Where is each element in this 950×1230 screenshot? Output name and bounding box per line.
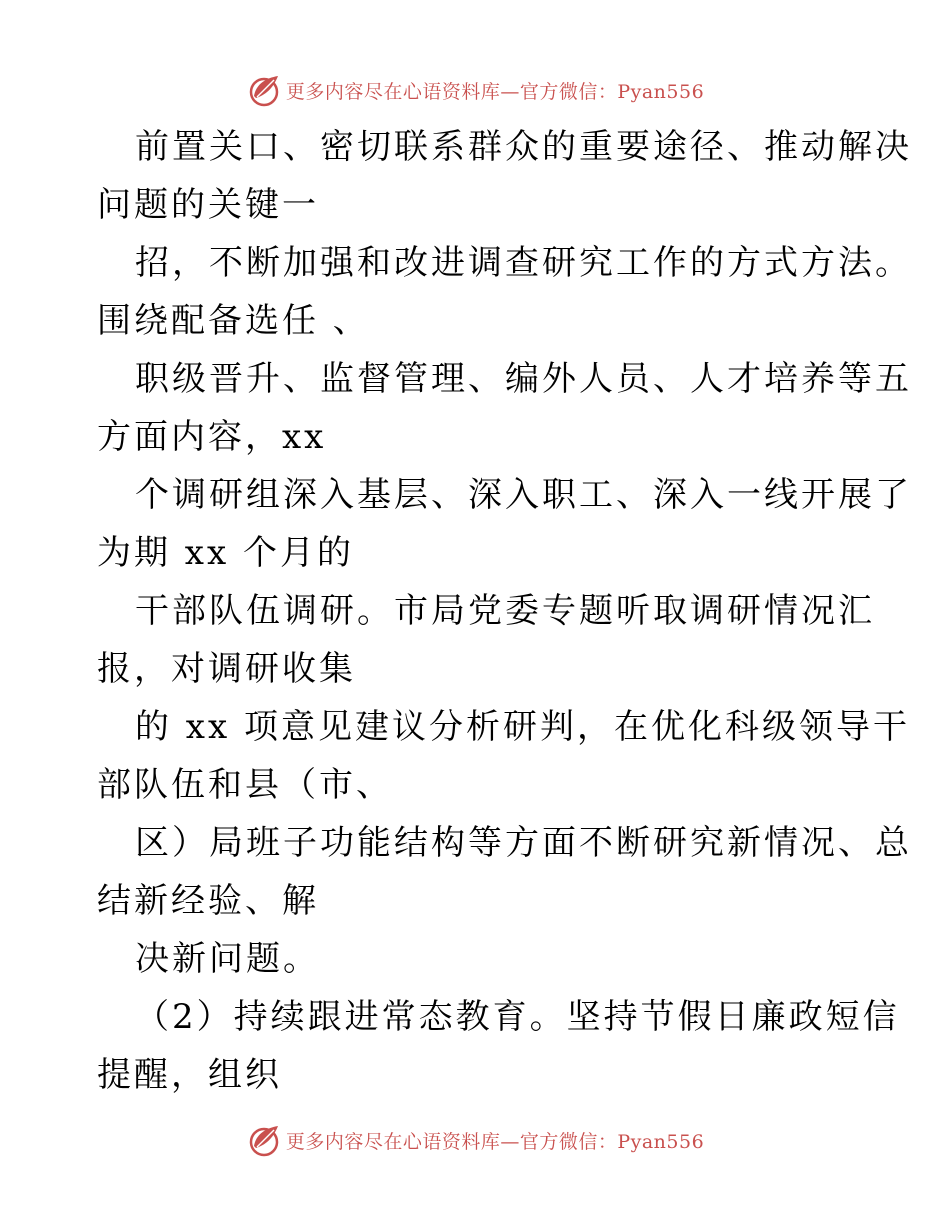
leaf-logo-icon — [246, 1122, 282, 1158]
text-line: 区）局班子功能结构等方面不断研究新情况、总 — [135, 823, 912, 863]
text-line: 提醒，组织 — [97, 1055, 282, 1095]
text-line: 个调研组深入基层、深入职工、深入一线开展了 — [135, 475, 912, 515]
footer-banner — [0, 1120, 950, 1160]
leaf-logo-icon — [246, 72, 282, 108]
text-line: 干部队伍调研。市局党委专题听取调研情况汇 — [135, 591, 875, 631]
header-banner-text: 更多内容尽在心语资料库—官方微信：Pyan556 — [285, 80, 705, 103]
text-line: 报，对调研收集 — [97, 649, 356, 689]
footer-banner-text: 更多内容尽在心语资料库—官方微信：Pyan556 — [285, 1130, 705, 1153]
text-line: 的 xx 项意见建议分析研判，在优化科级领导干 — [135, 707, 910, 747]
document-body — [97, 118, 912, 1104]
text-line: 为期 xx 个月的 — [97, 533, 354, 573]
text-line: 职级晋升、监督管理、编外人员、人才培养等五 — [135, 359, 912, 399]
text-line: 围绕配备选任 、 — [97, 301, 370, 341]
text-line: （2）持续跟进常态教育。坚持节假日廉政短信 — [135, 997, 900, 1037]
text-line: 问题的关键一 — [97, 185, 319, 225]
text-line: 部队伍和县（市、 — [97, 765, 393, 805]
text-line: 结新经验、解 — [97, 881, 319, 921]
text-line: 决新问题。 — [135, 939, 320, 979]
header-banner — [0, 70, 950, 110]
text-line: 前置关口、密切联系群众的重要途径、推动解决 — [135, 127, 912, 167]
text-line: 方面内容，xx — [97, 417, 327, 457]
text-line: 招，不断加强和改进调查研究工作的方式方法。 — [135, 243, 912, 283]
